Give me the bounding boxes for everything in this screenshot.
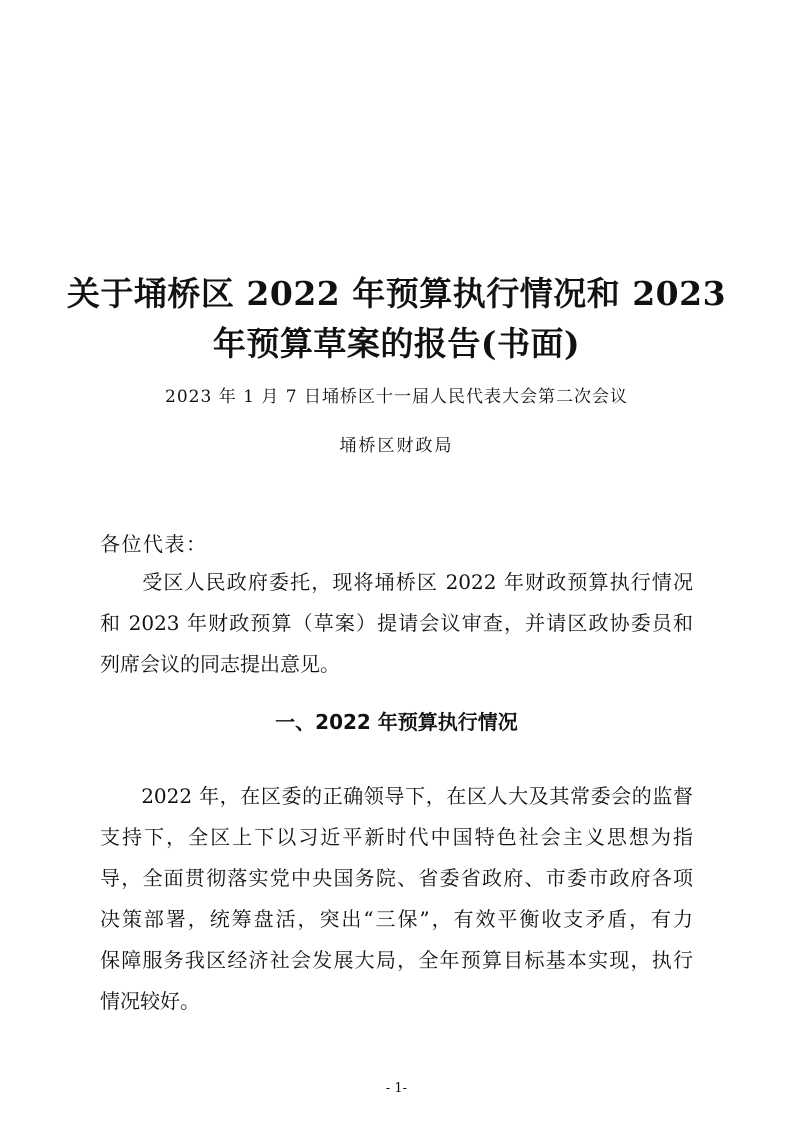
section-1-paragraph-line: 支持下，全区上下以习近平新时代中国特色社会主义思想为指 — [100, 825, 693, 849]
intro-paragraph — [100, 562, 693, 685]
section-1-paragraph-line: 2022 年，在区委的正确领导下，在区人大及其常委会的监督 — [100, 784, 693, 808]
page-number: - 1- — [385, 1081, 408, 1096]
intro-paragraph-line: 和 2023 年财政预算（草案）提请会议审查，并请区政协委员和 — [100, 611, 693, 635]
section-1-paragraph-line: 保障服务我区经济社会发展大局，全年预算目标基本实现，执行 — [100, 948, 693, 972]
section-1-paragraph-line: 决策部署，统筹盘活，突出“三保”，有效平衡收支矛盾，有力 — [100, 907, 693, 931]
intro-paragraph-line: 列席会议的同志提出意见。 — [100, 652, 340, 676]
section-1-paragraph-line: 情况较好。 — [100, 989, 200, 1013]
section-1-paragraph — [100, 776, 693, 1022]
report-title-line-2: 年预算草案的报告(书面) — [212, 324, 581, 363]
report-title-line-1: 关于埇桥区 2022 年预算执行情况和 2023 — [66, 274, 727, 313]
issuing-organization: 埇桥区财政局 — [339, 436, 454, 456]
section-heading: 一、2022 年预算执行情况 — [275, 710, 518, 734]
salutation: 各位代表： — [100, 532, 208, 556]
section-1-paragraph-line: 导，全面贯彻落实党中央国务院、省委省政府、市委市政府各项 — [100, 866, 693, 890]
meeting-info: 2023 年 1 月 7 日埇桥区十一届人民代表大会第二次会议 — [165, 387, 628, 407]
intro-paragraph-line: 受区人民政府委托，现将埇桥区 2022 年财政预算执行情况 — [100, 570, 693, 594]
